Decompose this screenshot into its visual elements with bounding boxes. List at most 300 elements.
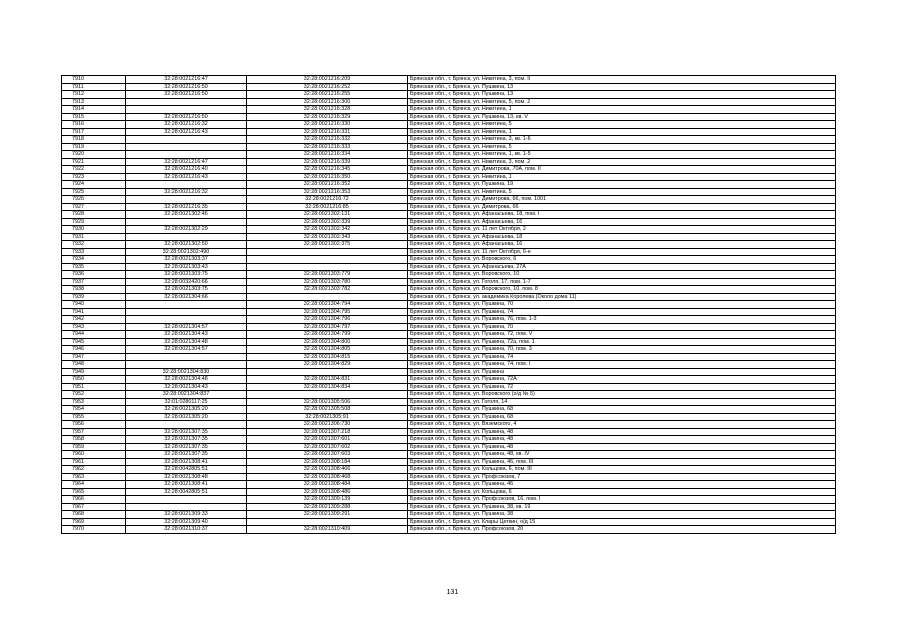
row-number-cell: 7925 <box>62 188 126 196</box>
row-number-cell: 7919 <box>62 143 126 151</box>
object-cadastral-number-cell: 32:28:0021216:209 <box>247 76 408 84</box>
row-number-cell: 7939 <box>62 293 126 301</box>
table-row <box>62 98 836 106</box>
row-number-cell: 7911 <box>62 83 126 91</box>
address-cell: Брянская обл., г. Брянск, ул. Воровского, 6 <box>408 256 836 264</box>
row-number-cell: 7930 <box>62 226 126 234</box>
row-number-cell: 7949 <box>62 368 126 376</box>
table-row <box>62 481 836 489</box>
land-cadastral-number-cell: 32:28:0021216:47 <box>126 158 247 166</box>
land-cadastral-number-cell: 32:28:0021302:46 <box>126 211 247 219</box>
land-cadastral-number-cell: 32:28:0021304:837 <box>126 391 247 399</box>
address-cell: Брянская обл., г. Брянск, ул. Пушкина, 68 <box>408 406 836 414</box>
object-cadastral-number-cell: 32:28:0021306:730 <box>247 421 408 429</box>
object-cadastral-number-cell: 32:28:0021304:796 <box>247 316 408 324</box>
address-cell: Брянская обл., г. Брянск, ул. Воровского, 10, пом. 8 <box>408 286 836 294</box>
object-cadastral-number-cell: 32:28:0021304:797 <box>247 323 408 331</box>
object-cadastral-number-cell: 32:28:0021216:350 <box>247 173 408 181</box>
row-number-cell: 7952 <box>62 391 126 399</box>
address-cell: Брянская обл., г. Брянск, ул. Кольцова, 6 <box>408 488 836 496</box>
address-cell: Брянская обл., г. Брянск, ул. Никитина, 5, пом. 2 <box>408 98 836 106</box>
address-cell: Брянская обл., г. Брянск, ул. Пушкина, 72 <box>408 383 836 391</box>
row-number-cell: 7926 <box>62 196 126 204</box>
row-number-cell: 7938 <box>62 286 126 294</box>
table-row <box>62 91 836 99</box>
land-cadastral-number-cell <box>126 496 247 504</box>
object-cadastral-number-cell: 32:28:0021308:468 <box>247 473 408 481</box>
object-cadastral-number-cell: 32:28:0021303:779 <box>247 271 408 279</box>
land-cadastral-number-cell <box>126 106 247 114</box>
row-number-cell: 7953 <box>62 398 126 406</box>
object-cadastral-number-cell: 32:28:0021216:334 <box>247 151 408 159</box>
table-row <box>62 173 836 181</box>
address-cell: Брянская обл., г. Брянск, ул. Профсоюзов, 20 <box>408 526 836 534</box>
object-cadastral-number-cell <box>247 293 408 301</box>
row-number-cell: 7936 <box>62 271 126 279</box>
table-row <box>62 458 836 466</box>
land-cadastral-number-cell: 32:28:0021303:37 <box>126 256 247 264</box>
land-cadastral-number-cell: 32:28:0021216:43 <box>126 128 247 136</box>
object-cadastral-number-cell: 32:28:0021305:506 <box>247 398 408 406</box>
address-cell: Брянская обл., г. Брянск, ул. Пушкина, 13, кв. V <box>408 113 836 121</box>
table-row <box>62 263 836 271</box>
land-cadastral-number-cell <box>126 503 247 511</box>
land-cadastral-number-cell: 32:28:0021304:43 <box>126 383 247 391</box>
land-cadastral-number-cell: 32:28:0021216:50 <box>126 113 247 121</box>
row-number-cell: 7951 <box>62 383 126 391</box>
address-cell: Брянская обл., г. Брянск, ул. Никитина, 3, пом. II <box>408 76 836 84</box>
table-row <box>62 248 836 256</box>
row-number-cell: 7932 <box>62 241 126 249</box>
land-cadastral-number-cell: 32:28:0021308:48 <box>126 473 247 481</box>
address-cell: Брянская обл., г. Брянск, ул. 11 лет Октября, 2 <box>408 226 836 234</box>
table-row <box>62 331 836 339</box>
object-cadastral-number-cell: 32:28:0021304:834 <box>247 383 408 391</box>
land-cadastral-number-cell: 32:28:0021216:32 <box>126 188 247 196</box>
row-number-cell: 7950 <box>62 376 126 384</box>
row-number-cell: 7958 <box>62 436 126 444</box>
address-cell: Брянская обл., г. Брянск, ул. Пушкина, 70 <box>408 323 836 331</box>
row-number-cell: 7957 <box>62 428 126 436</box>
row-number-cell: 7968 <box>62 511 126 519</box>
row-number-cell: 7927 <box>62 203 126 211</box>
land-cadastral-number-cell: 32:28:0021309:33 <box>126 511 247 519</box>
object-cadastral-number-cell: 32:28:0021304:795 <box>247 308 408 316</box>
table-row <box>62 421 836 429</box>
land-cadastral-number-cell: 32:28:0021304:57 <box>126 323 247 331</box>
address-cell: Брянская обл., г. Брянск, ул. Афанасьева, 27А <box>408 263 836 271</box>
address-cell: Брянская обл., г. Брянск, ул. Пушкина, 68 <box>408 413 836 421</box>
land-cadastral-number-cell <box>126 98 247 106</box>
land-cadastral-number-cell <box>126 151 247 159</box>
table-row <box>62 496 836 504</box>
table-row <box>62 106 836 114</box>
land-cadastral-number-cell: 32:28:0021304:66 <box>126 293 247 301</box>
address-cell: Брянская обл., г. Брянск, ул. Никитина, 5 <box>408 143 836 151</box>
row-number-cell: 7970 <box>62 526 126 534</box>
object-cadastral-number-cell: 32:28:0021216:85 <box>247 203 408 211</box>
address-cell: Брянская обл., г. Брянск, ул. Пушкина, 13 <box>408 83 836 91</box>
row-number-cell: 7959 <box>62 443 126 451</box>
object-cadastral-number-cell: 32:28:0021310:409 <box>247 526 408 534</box>
object-cadastral-number-cell <box>247 368 408 376</box>
land-cadastral-number-cell: 32:28:0021304:43 <box>126 331 247 339</box>
address-cell: Брянская обл., г. Брянск, ул. Воровского (о/д № 5) <box>408 391 836 399</box>
row-number-cell: 7967 <box>62 503 126 511</box>
land-cadastral-number-cell: 32:28:0021305:20 <box>126 413 247 421</box>
address-cell: Брянская обл., г. Брянск, ул. Пушкина, 72, пом. V <box>408 331 836 339</box>
land-cadastral-number-cell: 32:28:0021303:75 <box>126 286 247 294</box>
address-cell: Брянская обл., г. Брянск, ул. академика Королева (Около дома 11) <box>408 293 836 301</box>
row-number-cell: 7921 <box>62 158 126 166</box>
table-row <box>62 353 836 361</box>
land-cadastral-number-cell: 32:28:0021307:35 <box>126 428 247 436</box>
object-cadastral-number-cell: 32:28:0021302:343 <box>247 233 408 241</box>
address-cell: Брянская обл., г. Брянск, ул. Пушкина, 19 <box>408 181 836 189</box>
object-cadastral-number-cell: 32:28:0021216:332 <box>247 136 408 144</box>
land-cadastral-number-cell <box>126 181 247 189</box>
table-row <box>62 361 836 369</box>
land-cadastral-number-cell: 32:28:0021310:37 <box>126 526 247 534</box>
address-cell: Брянская обл., г. Брянск, ул. Пушкина, 48 <box>408 443 836 451</box>
table-row <box>62 316 836 324</box>
land-cadastral-number-cell <box>126 361 247 369</box>
table-row <box>62 398 836 406</box>
object-cadastral-number-cell: 32:28:0021307:601 <box>247 436 408 444</box>
address-cell: Брянская обл., г. Брянск, ул. Афанасьева, 18 <box>408 233 836 241</box>
table-row <box>62 436 836 444</box>
object-cadastral-number-cell <box>247 248 408 256</box>
address-cell: Брянская обл., г. Брянск, ул. Пушкина, 74 <box>408 353 836 361</box>
row-number-cell: 7928 <box>62 211 126 219</box>
land-cadastral-number-cell <box>126 218 247 226</box>
table-row <box>62 376 836 384</box>
land-cadastral-number-cell: 32:28:0021302:29 <box>126 226 247 234</box>
row-number-cell: 7923 <box>62 173 126 181</box>
table-row <box>62 413 836 421</box>
row-number-cell: 7917 <box>62 128 126 136</box>
land-cadastral-number-cell: 32:28:0021304:48 <box>126 376 247 384</box>
table-row <box>62 406 836 414</box>
address-cell: Брянская обл., г. Брянск, ул. Никитина, 1 <box>408 173 836 181</box>
row-number-cell: 7915 <box>62 113 126 121</box>
address-cell: Брянская обл., г. Брянск, ул. Никитина, 1 <box>408 128 836 136</box>
address-cell: Брянская обл., г. Брянск, ул. Пушкина, 48 <box>408 436 836 444</box>
object-cadastral-number-cell: 32:28:0021304:815 <box>247 353 408 361</box>
object-cadastral-number-cell: 32:28:0021305:508 <box>247 406 408 414</box>
table-row <box>62 346 836 354</box>
row-number-cell: 7941 <box>62 308 126 316</box>
address-cell: Брянская обл., г. Брянск, ул. Димитрова, 66 <box>408 203 836 211</box>
row-number-cell: 7940 <box>62 301 126 309</box>
address-cell: Брянская обл., г. Брянск, ул. Профсоюзов, 7 <box>408 473 836 481</box>
land-cadastral-number-cell <box>126 421 247 429</box>
row-number-cell: 7954 <box>62 406 126 414</box>
row-number-cell: 7966 <box>62 496 126 504</box>
object-cadastral-number-cell: 32:28:0021308:184 <box>247 458 408 466</box>
table-row <box>62 211 836 219</box>
row-number-cell: 7918 <box>62 136 126 144</box>
object-cadastral-number-cell <box>247 263 408 271</box>
address-cell: Брянская обл., г. Брянск, ул. Профсоюзов, 16, пом. I <box>408 496 836 504</box>
land-cadastral-number-cell: 32:28:0021302:50 <box>126 241 247 249</box>
address-cell: Брянская обл., г. Брянск, ул. Клары Цеткин, о/д 15 <box>408 518 836 526</box>
row-number-cell: 7920 <box>62 151 126 159</box>
table-row <box>62 128 836 136</box>
land-cadastral-number-cell: 32:28:0021308:41 <box>126 458 247 466</box>
table-row <box>62 188 836 196</box>
land-cadastral-number-cell <box>126 308 247 316</box>
object-cadastral-number-cell: 32:28:0021303:782 <box>247 286 408 294</box>
object-cadastral-number-cell: 32:28:0021216:330 <box>247 121 408 129</box>
row-number-cell: 7935 <box>62 263 126 271</box>
object-cadastral-number-cell: 32:28:0021304:799 <box>247 331 408 339</box>
land-cadastral-number-cell <box>126 353 247 361</box>
table-row <box>62 451 836 459</box>
address-cell: Брянская обл., г. Брянск, ул. Пушкина, 38, кв. 19 <box>408 503 836 511</box>
table-row <box>62 511 836 519</box>
table-row <box>62 203 836 211</box>
row-number-cell: 7964 <box>62 481 126 489</box>
object-cadastral-number-cell <box>247 256 408 264</box>
table-row <box>62 383 836 391</box>
land-cadastral-number-cell: 32:28:0021305:20 <box>126 406 247 414</box>
row-number-cell: 7946 <box>62 346 126 354</box>
land-cadastral-number-cell: 32:28:0042805:51 <box>126 466 247 474</box>
table-row <box>62 136 836 144</box>
row-number-cell: 7942 <box>62 316 126 324</box>
object-cadastral-number-cell: 32:28:0021307:218 <box>247 428 408 436</box>
table-row <box>62 271 836 279</box>
table-row <box>62 121 836 129</box>
row-number-cell: 7913 <box>62 98 126 106</box>
row-number-cell: 7969 <box>62 518 126 526</box>
table-row <box>62 301 836 309</box>
address-cell: Брянская обл., г. Брянск, ул. Гоголя, 14 <box>408 398 836 406</box>
address-cell: Брянская обл., г. Брянск, ул. Никитина, 3, пом. 2 <box>408 158 836 166</box>
address-cell: Брянская обл., г. Брянск, ул. Пушкина, 74 <box>408 308 836 316</box>
address-cell: Брянская обл., г. Брянск, ул. Афанасьева, 16 <box>408 218 836 226</box>
table-row <box>62 526 836 534</box>
address-cell: Брянская обл., г. Брянск, ул. Пушкина, 48 <box>408 428 836 436</box>
object-cadastral-number-cell: 32:28:0021216:328 <box>247 106 408 114</box>
address-cell: Брянская обл., г. Брянск, ул. Никитина, 5 <box>408 188 836 196</box>
page-number: 131 <box>446 589 459 596</box>
table-row <box>62 166 836 174</box>
land-cadastral-number-cell <box>126 316 247 324</box>
land-cadastral-number-cell: 32:28:0021216:43 <box>126 173 247 181</box>
row-number-cell: 7916 <box>62 121 126 129</box>
row-number-cell: 7910 <box>62 76 126 84</box>
address-cell: Брянская обл., г. Брянск, ул. Пушкина, 13 <box>408 91 836 99</box>
land-cadastral-number-cell <box>126 233 247 241</box>
land-cadastral-number-cell: 32:28:0042805:51 <box>126 488 247 496</box>
address-cell: Брянская обл., г. Брянск, ул. Пушкина, 46, пом. III <box>408 458 836 466</box>
object-cadastral-number-cell: 32:28:0021216:353 <box>247 188 408 196</box>
table-row <box>62 293 836 301</box>
table-row <box>62 233 836 241</box>
table-row <box>62 518 836 526</box>
table-row <box>62 278 836 286</box>
address-cell: Брянская обл., г. Брянск, ул. Пушкина, 70 <box>408 301 836 309</box>
object-cadastral-number-cell: 32:28:0021216:329 <box>247 113 408 121</box>
row-number-cell: 7948 <box>62 361 126 369</box>
land-cadastral-number-cell: 32:28:0021216:32 <box>126 121 247 129</box>
land-cadastral-number-cell: 32:28:0021307:35 <box>126 436 247 444</box>
object-cadastral-number-cell: 32:28:0021309:291 <box>247 511 408 519</box>
object-cadastral-number-cell: 32:28:0021216:331 <box>247 128 408 136</box>
row-number-cell: 7933 <box>62 248 126 256</box>
land-cadastral-number-cell: 32:28:0021303:75 <box>126 271 247 279</box>
object-cadastral-number-cell: 32:28:0021304:800 <box>247 338 408 346</box>
address-cell: Брянская обл., г. Брянск, ул. Гоголя, 17, пом. 1-7 <box>408 278 836 286</box>
land-cadastral-number-cell: 32:28:0021308:41 <box>126 481 247 489</box>
table-row <box>62 83 836 91</box>
object-cadastral-number-cell: 32:28:0021216:333 <box>247 143 408 151</box>
object-cadastral-number-cell: 32:28:0021216:72 <box>247 196 408 204</box>
row-number-cell: 7960 <box>62 451 126 459</box>
address-cell: Брянская обл., г. Брянск, ул. Никитина, 3, кв. 1-6 <box>408 136 836 144</box>
object-cadastral-number-cell: 32:28:0021216:345 <box>247 166 408 174</box>
table-row <box>62 181 836 189</box>
row-number-cell: 7937 <box>62 278 126 286</box>
address-cell: Брянская обл., г. Брянск, ул. Пушкина, 46 <box>408 481 836 489</box>
row-number-cell: 7914 <box>62 106 126 114</box>
row-number-cell: 7963 <box>62 473 126 481</box>
object-cadastral-number-cell: 32:28:0021309:288 <box>247 503 408 511</box>
object-cadastral-number-cell: 32:28:0021304:831 <box>247 376 408 384</box>
object-cadastral-number-cell: 32:28:0021216:255 <box>247 91 408 99</box>
row-number-cell: 7912 <box>62 91 126 99</box>
object-cadastral-number-cell: 32:28:0021304:794 <box>247 301 408 309</box>
object-cadastral-number-cell: 32:28:0021307:602 <box>247 443 408 451</box>
row-number-cell: 7961 <box>62 458 126 466</box>
registry-table-body <box>62 76 836 534</box>
address-cell: Брянская обл., г. Брянск, ул. Димитрова, 66, пом. 1001 <box>408 196 836 204</box>
table-row <box>62 76 836 84</box>
registry-table <box>61 75 836 534</box>
row-number-cell: 7924 <box>62 181 126 189</box>
land-cadastral-number-cell: 32:28:0021304:57 <box>126 346 247 354</box>
row-number-cell: 7965 <box>62 488 126 496</box>
table-row <box>62 256 836 264</box>
table-row <box>62 473 836 481</box>
land-cadastral-number-cell <box>126 136 247 144</box>
row-number-cell: 7931 <box>62 233 126 241</box>
land-cadastral-number-cell: 32:28:0021302:490 <box>126 248 247 256</box>
land-cadastral-number-cell: 32:28:0021304:48 <box>126 338 247 346</box>
object-cadastral-number-cell: 32:28:0021216:300 <box>247 98 408 106</box>
address-cell: Брянская обл., г. Брянск, ул. Димитрова, 70А, пом. II <box>408 166 836 174</box>
table-row <box>62 308 836 316</box>
object-cadastral-number-cell: 32:28:0021309:139 <box>247 496 408 504</box>
table-row <box>62 466 836 474</box>
table-row <box>62 503 836 511</box>
address-cell: Брянская обл., г. Брянск, ул. Пушкина <box>408 368 836 376</box>
land-cadastral-number-cell: 32:28:0021303:43 <box>126 263 247 271</box>
address-cell: Брянская обл., г. Брянск, ул. 11 лет Октября, 6-н <box>408 248 836 256</box>
table-row <box>62 158 836 166</box>
address-cell: Брянская обл., г. Брянск, ул. Пушкина, 70, пом. 3 <box>408 346 836 354</box>
row-number-cell: 7934 <box>62 256 126 264</box>
address-cell: Брянская обл., г. Брянск, ул. Пушкина, 72а, пом. 1 <box>408 338 836 346</box>
land-cadastral-number-cell: 32:28:0021216:47 <box>126 76 247 84</box>
object-cadastral-number-cell: 32:28:0021308:484 <box>247 481 408 489</box>
land-cadastral-number-cell <box>126 301 247 309</box>
table-row <box>62 241 836 249</box>
table-row <box>62 323 836 331</box>
object-cadastral-number-cell: 32:28:0021216:252 <box>247 83 408 91</box>
row-number-cell: 7955 <box>62 413 126 421</box>
land-cadastral-number-cell: 32:28:0021216:50 <box>126 91 247 99</box>
address-cell: Брянская обл., г. Брянск, ул. Пушкина, 72А <box>408 376 836 384</box>
object-cadastral-number-cell: 32:28:0021307:603 <box>247 451 408 459</box>
land-cadastral-number-cell: 32:28:0032420:66 <box>126 278 247 286</box>
row-number-cell: 7945 <box>62 338 126 346</box>
row-number-cell: 7929 <box>62 218 126 226</box>
object-cadastral-number-cell: 32:28:0021304:829 <box>247 361 408 369</box>
address-cell: Брянская обл., г. Брянск, ул. Пушкина, 76, пом. 1-3 <box>408 316 836 324</box>
address-cell: Брянская обл., г. Брянск, ул. Вяземского, 4 <box>408 421 836 429</box>
address-cell: Брянская обл., г. Брянск, ул. Пушкина, 48, кв. IV <box>408 451 836 459</box>
row-number-cell: 7944 <box>62 331 126 339</box>
table-row <box>62 391 836 399</box>
address-cell: Брянская обл., г. Брянск, ул. Никитина, 1, кв. 1-5 <box>408 151 836 159</box>
object-cadastral-number-cell: 32:28:0021302:342 <box>247 226 408 234</box>
object-cadastral-number-cell: 32:28:0021304:805 <box>247 346 408 354</box>
object-cadastral-number-cell: 32:28:0021302:339 <box>247 218 408 226</box>
object-cadastral-number-cell <box>247 391 408 399</box>
table-row <box>62 151 836 159</box>
address-cell: Брянская обл., г. Брянск, ул. Никитина, 1 <box>408 106 836 114</box>
table-row <box>62 443 836 451</box>
table-row <box>62 196 836 204</box>
address-cell: Брянская обл., г. Брянск, ул. Пушкина, 38 <box>408 511 836 519</box>
table-row <box>62 143 836 151</box>
land-cadastral-number-cell: 32:01:0280117:25 <box>126 398 247 406</box>
table-row <box>62 226 836 234</box>
table-row <box>62 368 836 376</box>
table-row <box>62 218 836 226</box>
object-cadastral-number-cell: 32:28:0021302:375 <box>247 241 408 249</box>
table-row <box>62 113 836 121</box>
table-row <box>62 286 836 294</box>
land-cadastral-number-cell: 32:28:0021307:35 <box>126 443 247 451</box>
address-cell: Брянская обл., г. Брянск, ул. Афанасьева, 18, пом. I <box>408 211 836 219</box>
object-cadastral-number-cell: 32:28:0021308:486 <box>247 488 408 496</box>
object-cadastral-number-cell <box>247 518 408 526</box>
row-number-cell: 7922 <box>62 166 126 174</box>
row-number-cell: 7943 <box>62 323 126 331</box>
land-cadastral-number-cell: 32:28:0021216:35 <box>126 203 247 211</box>
row-number-cell: 7962 <box>62 466 126 474</box>
land-cadastral-number-cell: 32:28:0021304:830 <box>126 368 247 376</box>
address-cell: Брянская обл., г. Брянск, ул. Воровского, 10 <box>408 271 836 279</box>
object-cadastral-number-cell: 32:28:0021305:91 <box>247 413 408 421</box>
object-cadastral-number-cell: 32:28:0021216:352 <box>247 181 408 189</box>
land-cadastral-number-cell <box>126 143 247 151</box>
land-cadastral-number-cell: 32:28:0021216:40 <box>126 166 247 174</box>
table-row <box>62 338 836 346</box>
object-cadastral-number-cell: 32:28:0021303:780 <box>247 278 408 286</box>
land-cadastral-number-cell: 32:28:0021216:50 <box>126 83 247 91</box>
object-cadastral-number-cell: 32:28:0021302:131 <box>247 211 408 219</box>
land-cadastral-number-cell <box>126 196 247 204</box>
object-cadastral-number-cell: 32:28:0021308:466 <box>247 466 408 474</box>
table-row <box>62 428 836 436</box>
address-cell: Брянская обл., г. Брянск, ул. Кольцова, 6, пом. III <box>408 466 836 474</box>
address-cell: Брянская обл., г. Брянск, ул. Никитина, 5 <box>408 121 836 129</box>
